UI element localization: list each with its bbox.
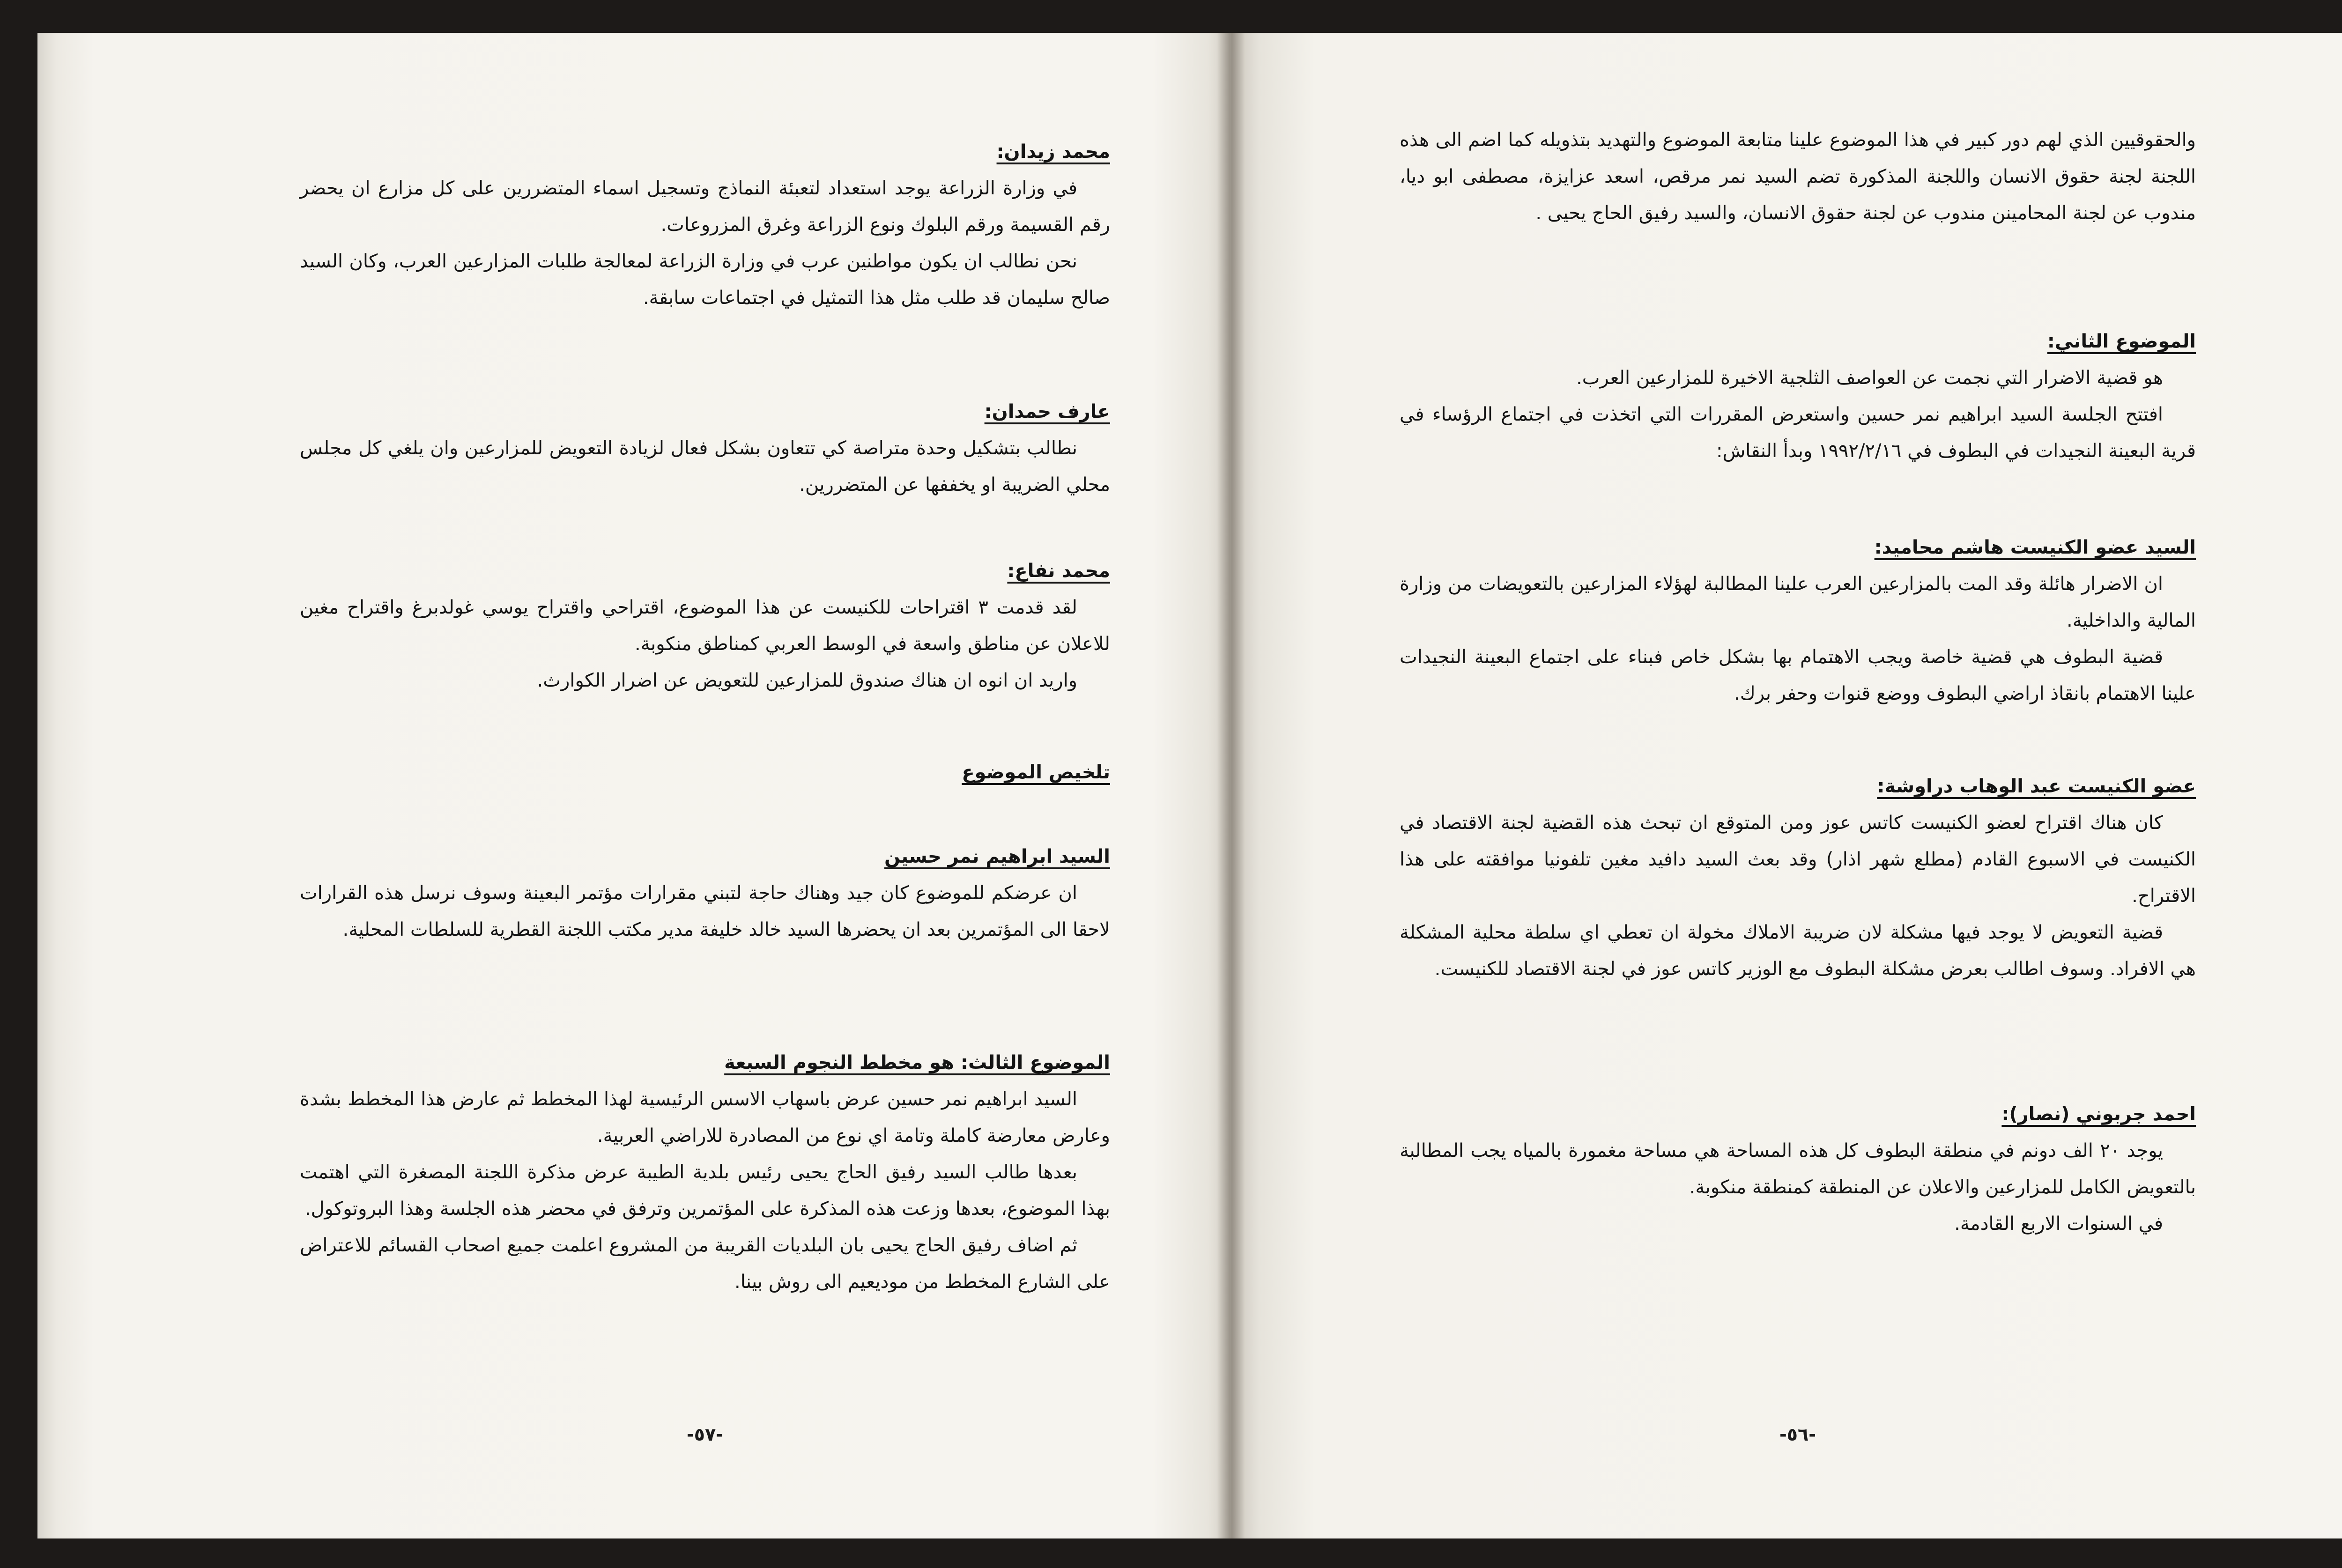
paragraph: بعدها طالب السيد رفيق الحاج يحيى رئيس بلدية الطيبة عرض مذكرة اللجنة المصغرة التي اهتمت بهذا الموضوع، بعدها وزعت هذه المذكرة على المؤتمرين وترفق في محضر هذه الجلسة وهذا البروتوكول. bbox=[300, 1161, 1110, 1220]
paragraph: ثم اضاف رفيق الحاج يحيى بان البلديات القريبة من المشروع اعلمت جميع اصحاب القسائم للاعتراض على الشارع المخطط من موديعيم الى روش بينا. bbox=[300, 1235, 1110, 1293]
section-continuation bbox=[1400, 122, 2196, 231]
section-heading: الموضوع الثالث: هو مخطط النجوم السبعة bbox=[724, 1052, 1110, 1073]
speaker-heading: احمد جربوني (نصار): bbox=[2001, 1103, 2196, 1125]
speaker-heading: محمد نفاع: bbox=[1007, 560, 1110, 582]
paragraph: يوجد ٢٠ الف دونم في منطقة البطوف كل هذه المساحة هي مساحة مغمورة بالمياه يجب المطالبة بالتعويض الكامل للمزارعين والاعلان عن المنطقة كمنطقة منكوبة. bbox=[1400, 1140, 2196, 1198]
paragraph: والحقوقيين الذي لهم دور كبير في هذا الموضوع علينا متابعة الموضوع والتهديد بتذويله كما اضم الى هذه اللجنة لجنة حقوق الانسان واللجنة المذكورة تضم السيد نمر مرقص، اسعد عزايزة، مصطفى ابو ديا، مندوب عن لجنة المحامينن مندوب عن لجنة حقوق الانسان، والسيد رفيق الحاج يحيى . bbox=[1400, 129, 2196, 224]
left-page-content bbox=[300, 33, 1110, 1538]
section-abdulwahab-darawshe bbox=[1400, 768, 2196, 987]
left-page bbox=[37, 33, 1231, 1538]
paragraph: واريد ان انوه ان هناك صندوق للمزارعين للتعويض عن اضرار الكوارث. bbox=[537, 670, 1077, 691]
paragraph: هو قضية الاضرار التي نجمت عن العواصف الثلجية الاخيرة للمزارعين العرب. bbox=[1576, 367, 2163, 389]
right-page-content bbox=[1400, 33, 2196, 1538]
paragraph: قضية التعويض لا يوجد فيها مشكلة لان ضريبة الاملاك مخولة ان تعطي اي سلطة محلية المشكلة هي الافراد. وسوف اطالب بعرض مشكلة البطوف مع الوزير كاتس عوز في لجنة الاقتصاد للكنيست. bbox=[1400, 922, 2196, 980]
paragraph: ان عرضكم للموضوع كان جيد وهناك حاجة لتبني مقرارات مؤتمر البعينة وسوف نرسل هذه القرارات لاحقا الى المؤتمرين بعد ان يحضرها السيد خالد خليفة مدير مكتب اللجنة القطرية للسلطات المحلية. bbox=[300, 882, 1110, 940]
section-heading: تلخيص الموضوع bbox=[962, 762, 1110, 783]
paragraph: في وزارة الزراعة يوجد استعداد لتعبئة النماذج وتسجيل اسماء المتضررين على كل مزارع ان يحضر رقم القسيمة ورقم البلوك ونوع الزراعة وغرق المزروعات. bbox=[300, 178, 1110, 236]
section-mohammad-naffa bbox=[300, 553, 1110, 699]
section-mohammad-zidan bbox=[300, 133, 1110, 316]
paragraph: نطالب بتشكيل وحدة متراصة كي تتعاون بشكل فعال لزيادة التعويض للمزارعين وان يلغي كل مجلس محلي الضريبة او يخففها عن المتضررين. bbox=[300, 437, 1110, 496]
section-heading: الموضوع الثاني: bbox=[2047, 331, 2196, 352]
section-hashem-mahameed bbox=[1400, 529, 2196, 712]
paragraph: نحن نطالب ان يكون مواطنين عرب في وزارة الزراعة لمعالجة طلبات المزارعين العرب، وكان السيد صالح سليمان قد طلب مثل هذا التمثيل في اجتماعات سابقة. bbox=[300, 251, 1110, 309]
section-summary bbox=[300, 754, 1110, 791]
section-aref-hamdan bbox=[300, 393, 1110, 503]
paragraph: افتتح الجلسة السيد ابراهيم نمر حسين واستعرض المقررات التي اتخذت في اجتماع الرؤساء في قرية البعينة النجيدات في البطوف في ١٩٩٢/٢/١٦ وبدأ النقاش: bbox=[1400, 404, 2196, 462]
section-topic-two bbox=[1400, 323, 2196, 469]
page-number: -٥٧- bbox=[687, 1424, 723, 1445]
paragraph: في السنوات الاربع القادمة. bbox=[1954, 1213, 2163, 1235]
speaker-heading: محمد زيدان: bbox=[996, 141, 1110, 163]
section-ahmad-jarbouni bbox=[1400, 1096, 2196, 1242]
speaker-heading: السيد ابراهيم نمر حسين bbox=[884, 846, 1110, 867]
section-ibrahim-nimr-hussein bbox=[300, 838, 1110, 948]
paragraph: ان الاضرار هائلة وقد المت بالمزارعين العرب علينا المطالبة لهؤلاء المزارعين بالتعويضات من وزارة المالية والداخلية. bbox=[1400, 573, 2196, 631]
book-gutter bbox=[1217, 33, 1245, 1538]
speaker-heading: عارف حمدان: bbox=[984, 401, 1110, 422]
section-topic-three bbox=[300, 1044, 1110, 1300]
speaker-heading: السيد عضو الكنيست هاشم محاميد: bbox=[1874, 537, 2196, 558]
paragraph: قضية البطوف هي قضية خاصة ويجب الاهتمام بها بشكل خاص فبناء على اجتماع البعينة النجيدات علينا الاهتمام بانقاذ اراضي البطوف ووضع قنوات وحفر برك. bbox=[1400, 646, 2196, 704]
speaker-heading: عضو الكنيست عبد الوهاب دراوشة: bbox=[1877, 776, 2196, 797]
page-number: -٥٦- bbox=[1779, 1424, 1816, 1445]
paragraph: لقد قدمت ٣ اقتراحات للكنيست عن هذا الموضوع، اقتراحي واقتراح يوسي غولدبرغ واقتراح مغين للاعلان عن مناطق واسعة في الوسط العربي كمناطق منكوبة. bbox=[300, 597, 1110, 655]
paragraph: كان هناك اقتراح لعضو الكنيست كاتس عوز ومن المتوقع ان تبحث هذه القضية لجنة الاقتصاد في الكنيست في الاسبوع القادم (مطلع شهر اذار) وقد بعث السيد دافيد مغين تلفونيا موافقته على هذا الاقتراح. bbox=[1400, 812, 2196, 907]
paragraph: السيد ابراهيم نمر حسين عرض باسهاب الاسس الرئيسية لهذا المخطط ثم عارض هذا المخطط بشدة وعارض معارضة كاملة وتامة اي نوع من المصادرة للاراضي العربية. bbox=[300, 1088, 1110, 1146]
right-page bbox=[1231, 33, 2342, 1538]
